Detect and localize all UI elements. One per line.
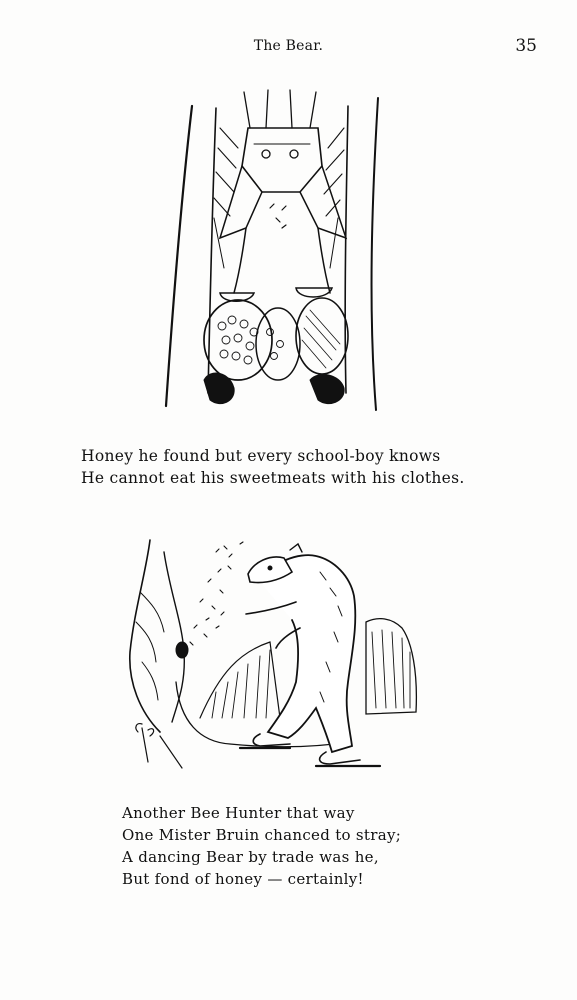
verse-line: He cannot eat his sweetmeats with his clothes. bbox=[81, 469, 465, 487]
tree-trunk-illustration bbox=[150, 88, 390, 418]
verse-honey bbox=[81, 445, 465, 489]
page-number: 35 bbox=[515, 36, 537, 56]
verse-bee-hunter bbox=[122, 802, 401, 890]
running-title: The Bear. bbox=[253, 38, 324, 54]
running-head bbox=[0, 38, 577, 58]
verse-line: Honey he found but every school-boy knows bbox=[81, 447, 441, 465]
verse-line: A dancing Bear by trade was he, bbox=[122, 848, 379, 866]
verse-line: Another Bee Hunter that way bbox=[122, 804, 355, 822]
verse-line: One Mister Bruin chanced to stray; bbox=[122, 826, 402, 844]
bear-and-bees-illustration bbox=[120, 532, 440, 782]
verse-line: But fond of honey — certainly! bbox=[122, 870, 364, 888]
